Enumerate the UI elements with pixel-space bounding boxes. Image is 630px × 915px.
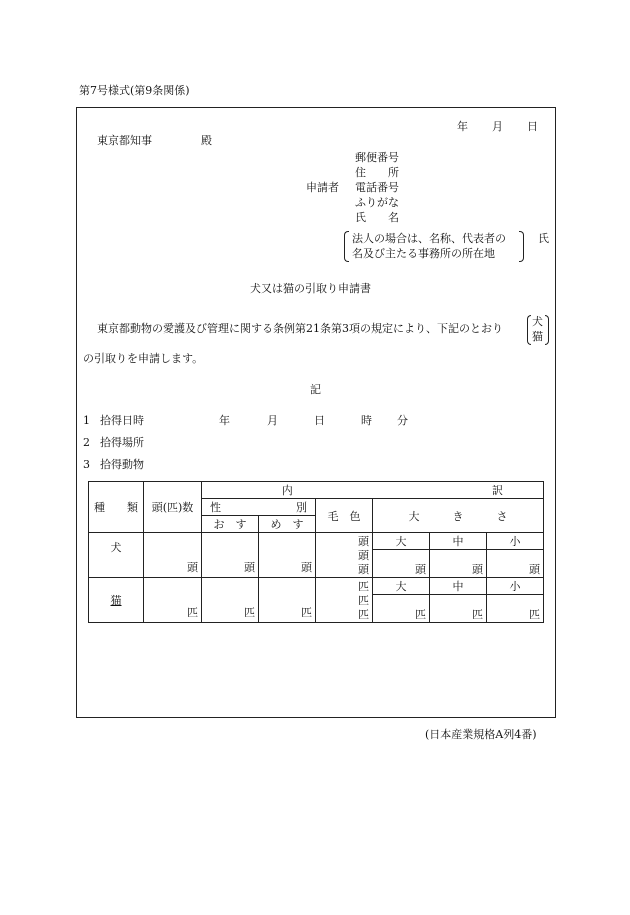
species-header: 種 類 — [89, 482, 144, 533]
choice-dog: 犬 — [532, 315, 543, 328]
dog-female[interactable]: 頭 — [259, 533, 316, 578]
field-postal-code: 郵便番号 — [355, 151, 399, 164]
animal-table — [88, 481, 544, 623]
footer-note: (日本産業規格A列4番) — [425, 728, 537, 741]
applicant-label: 申請者 — [306, 181, 339, 194]
dog-size-small-label: 小 — [487, 533, 544, 550]
dog-size-large-label: 大 — [373, 533, 430, 550]
field-phone: 電話番号 — [355, 181, 399, 194]
dog-size-large[interactable]: 頭 — [373, 550, 430, 578]
dog-count[interactable]: 頭 — [144, 533, 202, 578]
cat-size-small[interactable]: 匹 — [487, 595, 544, 623]
cat-male[interactable]: 匹 — [202, 578, 259, 623]
dog-male[interactable]: 頭 — [202, 533, 259, 578]
male-header: お す — [202, 516, 259, 533]
corp-note-bracket-left — [344, 231, 349, 262]
document-title: 犬又は猫の引取り申請書 — [250, 282, 371, 295]
cat-size-medium-label: 中 — [430, 578, 487, 595]
item-2-label: 拾得場所 — [100, 436, 144, 449]
dog-size-medium[interactable]: 頭 — [430, 550, 487, 578]
cat-color[interactable]: 匹 匹 匹 — [316, 578, 373, 623]
size-header: 大 き さ — [373, 499, 544, 533]
ki-heading: 記 — [310, 383, 321, 396]
field-name: 氏 名 — [355, 211, 399, 224]
item-1-year: 年 — [219, 414, 230, 427]
body-line1: 東京都動物の愛護及び管理に関する条例第21条第3項の規定により、下記のとおり — [97, 322, 503, 335]
form-header: 第7号様式(第9条関係) — [79, 84, 190, 97]
form-frame — [76, 107, 556, 718]
date-day: 日 — [527, 120, 538, 133]
choice-bracket-right — [545, 315, 549, 345]
applicant-shi: 氏 — [538, 232, 549, 245]
breakdown-header: 内 訳 — [202, 482, 544, 499]
choice-cat: 猫 — [532, 330, 543, 343]
field-address: 住 所 — [355, 166, 399, 179]
item-1-label: 拾得日時 — [100, 414, 144, 427]
sex-header: 性 別 — [202, 499, 316, 516]
date-year: 年 — [457, 120, 468, 133]
dog-size-small[interactable]: 頭 — [487, 550, 544, 578]
corp-note-bracket-right — [519, 231, 524, 262]
color-header: 毛 色 — [316, 499, 373, 533]
item-3-num: 3 — [83, 458, 90, 471]
field-furigana: ふりがな — [355, 196, 399, 209]
item-1-num: 1 — [83, 414, 90, 427]
item-2-num: 2 — [83, 436, 90, 449]
cat-size-large[interactable]: 匹 — [373, 595, 430, 623]
addressee-name: 東京都知事 — [97, 134, 152, 147]
choice-bracket-left — [527, 315, 531, 345]
dog-size-medium-label: 中 — [430, 533, 487, 550]
item-1-day: 日 — [314, 414, 325, 427]
item-1-hour: 時 — [361, 414, 372, 427]
addressee-honorific: 殿 — [201, 134, 212, 147]
cat-label: 猫 — [89, 578, 144, 623]
body-line2: の引取りを申請します。 — [83, 352, 204, 365]
cat-size-small-label: 小 — [487, 578, 544, 595]
female-header: め す — [259, 516, 316, 533]
cat-count[interactable]: 匹 — [144, 578, 202, 623]
dog-label: 犬 — [89, 533, 144, 578]
cat-female[interactable]: 匹 — [259, 578, 316, 623]
count-header: 頭(匹)数 — [144, 482, 202, 533]
cat-size-medium[interactable]: 匹 — [430, 595, 487, 623]
item-3-label: 拾得動物 — [100, 458, 144, 471]
item-1-minute: 分 — [397, 414, 408, 427]
corp-note-line1: 法人の場合は、名称、代表者の — [352, 232, 506, 245]
corp-note-line2: 名及び主たる事務所の所在地 — [352, 247, 495, 260]
dog-color[interactable]: 頭 頭 頭 — [316, 533, 373, 578]
date-month: 月 — [492, 120, 503, 133]
item-1-month: 月 — [267, 414, 278, 427]
cat-size-large-label: 大 — [373, 578, 430, 595]
